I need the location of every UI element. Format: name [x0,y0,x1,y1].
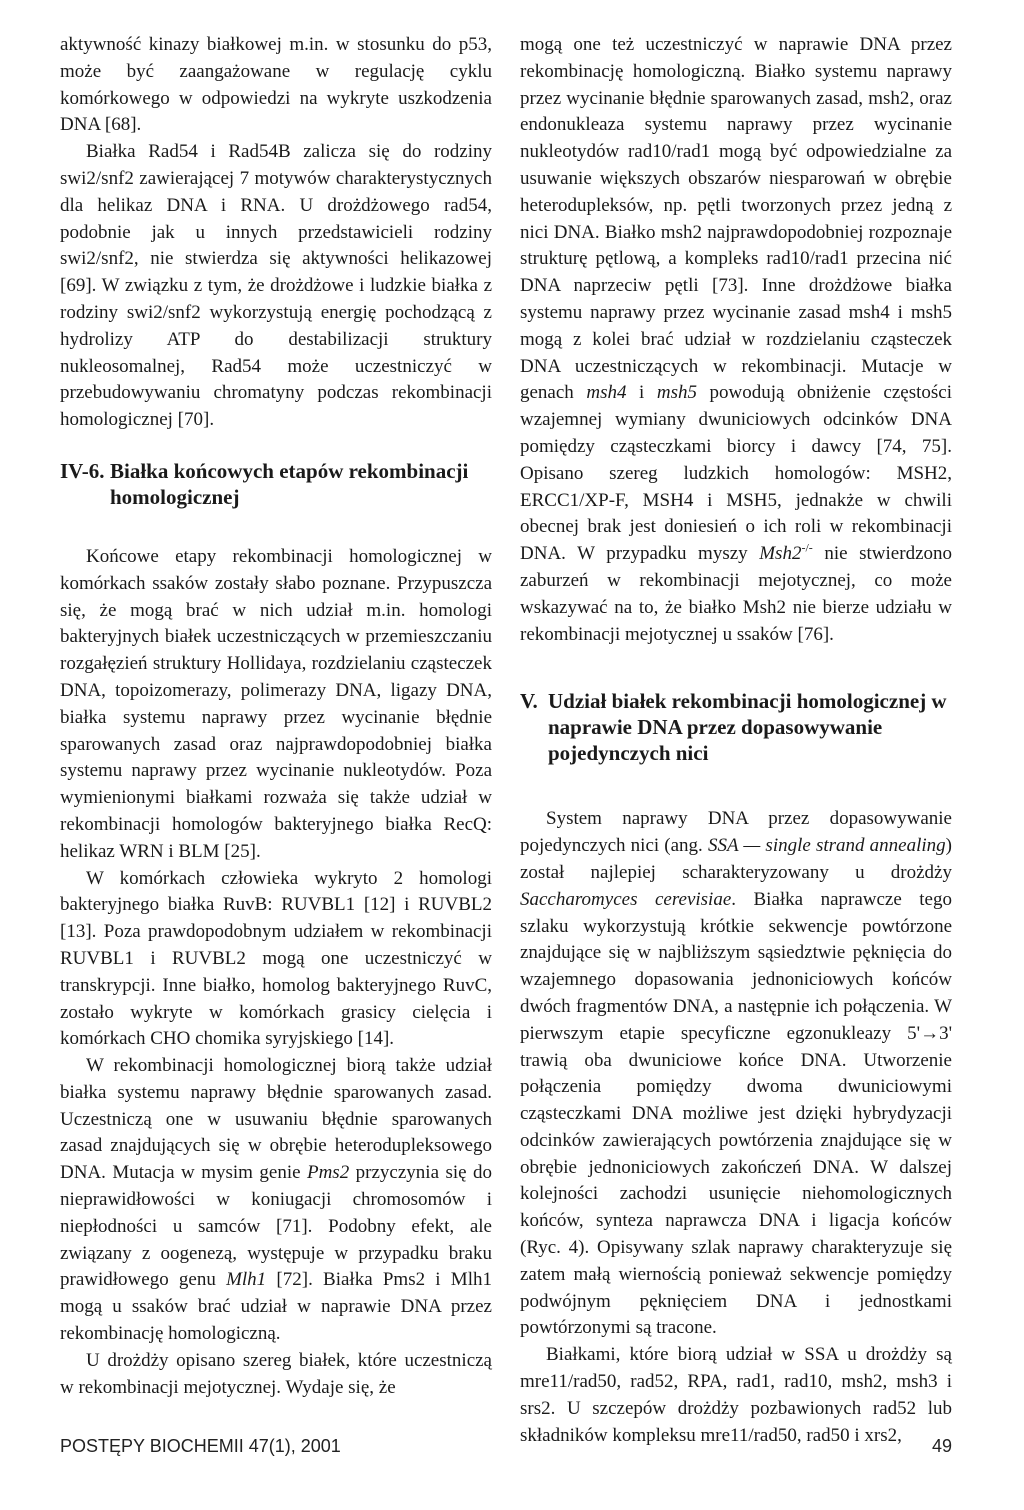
text-run: i [626,382,657,404]
paragraph: Białka Rad54 i Rad54B zalicza się do rodziny swi2/snf2 zawierającej 7 motywów charakterystycznych dla helikaz DNA i RNA. U drożdżowego rad54, podobnie jak u innych przedstawicieli rodziny swi2/snf2, nie stwierdza się aktywności helikazowej [69]. W związku z tym, że drożdżowe i ludzkie białka z rodziny swi2/snf2 wykorzystują energię pochodzącą z hydrolizy ATP do destabilizacji struktury nukleosomalnej, Rad54 może uczestniczyć w przebudowywaniu chromatyny podczas rekombinacji homologicznej [70]. [60,141,492,431]
paragraph: Białkami, które biorą udział w SSA u drożdży są mre11/rad50, rad52, RPA, rad1, rad10, msh2, msh3 i srs2. U szczepów drożdży pozbawionych rad52 lub składników kompleksu mre11/rad50, rad50 i xrs2, [520,1344,952,1446]
gene-name: msh5 [656,382,697,404]
section-title: Białka końcowych etapów rekombinacji homologicznej [110,458,469,509]
page-footer [60,1436,952,1457]
species-name: Saccharomyces cerevisiae [520,888,732,910]
text-run: nie stwierdzono zaburzeń w rekombinacji mejotycznej, co może wskazywać na to, że białko Msh2 nie bierze udziału w rekombinacji mejotycznej u ssaków [76]. [520,543,953,645]
text-run: [72]. Białka Pms2 i Mlh1 mogą u ssaków brać udział w naprawie DNA przez rekombinację homologiczną. [60,1269,492,1345]
text-run: powodują obniżenie częstości wzajemnej wymiany dwuniciowych odcinków DNA pomiędzy cząsteczkami biorcy i dawcy [74, 75]. Opisano szereg ludzkich homologów: MSH2, ERCC1/XP-F, MSH4 i MSH5, jednakże w chwili obecnej brak jest doniesień o ich roli w rekombinacji DNA. W przypadku myszy [520,382,952,565]
text-run: przyczynia się do nieprawidłowości w koniugacji chromosomów i niepłodności u samców [71]. Podobny efekt, ale związany z oogenezą, występuje w przypadku braku prawidłowego genu [60,1162,492,1291]
paragraph [520,32,952,648]
term: SSA — single strand annealing [707,835,946,857]
gene-name: msh4 [586,382,627,404]
paragraph [60,1053,492,1348]
gene-name: Msh2 [759,543,802,565]
gene-name: Pms2 [306,1162,350,1184]
page-number: 49 [931,1436,952,1456]
paragraph: Końcowe etapy rekombinacji homologicznej w komórkach ssaków zostały słabo poznane. Przypuszcza się, że mogą brać w nich udział m.in. homologi bakteryjnych białek uczestniczących w przemieszczaniu rozgałęzień struktury Hollidaya, rozdzielaniu cząsteczek DNA, topoizomerazy, polimerazy DNA, ligazy DNA, białka systemu naprawy przez wycinanie błędnie sparowanych zasad oraz najprawdopodobniej białka systemu naprawy przez wycinanie nukleotydów. Poza wymienionymi białkami rozważa się także udział w rekombinacji homologów bakteryjnego białka RecQ: helikaz WRN i BLM [25]. [60,545,492,862]
left-column [60,32,492,1401]
text-run: ) został najlepiej scharakteryzowany u drożdży [520,835,952,883]
text-run: mogą one też uczestniczyć w naprawie DNA przez rekombinację homologiczną. Białko systemu naprawy przez wycinanie błędnie sparowanych zasad, msh2, oraz endonukleaza systemu naprawy przez wycinanie nukleotydów rad10/rad1 mogą być odpowiedzialne za usuwanie większych obszarów niesparowań w obrębie heterodupleksów, np. pętli tworzonych przez jedną z nici DNA. Białko msh2 najprawdopodobniej rozpoznaje strukturę pętlową, a kompleks rad10/rad1 przecina nić DNA naprzeciw pętli [73]. Inne drożdżowe białka systemu naprawy przez wycinanie zasad msh4 i msh5 mogą z kolei brać udział w rozdzielaniu cząsteczek DNA uczestniczących w rekombinacji. Mutacje w genach [520,34,952,404]
paragraph: U drożdży opisano szereg białek, które uczestniczą w rekombinacji mejotycznej. Wydaje się, że [60,1349,492,1398]
right-column [520,32,952,1449]
paragraph [520,806,952,1342]
journal-citation: POSTĘPY BIOCHEMII 47(1), 2001 [60,1436,341,1456]
section-heading-iv-6 [60,458,492,510]
text-run: System naprawy DNA przez dopasowywanie pojedynczych nici (ang. [520,808,952,857]
section-heading-v [520,688,952,766]
text-run: W rekombinacji homologicznej biorą także udział białka systemu naprawy błędnie sparowanych zasad. Uczestniczą one w usuwaniu błędnie sparowanych zasad znajdujących się w obrębie heterodupleksowego DNA. Mutacja w mysim genie [60,1055,492,1184]
paragraph: W komórkach człowieka wykryto 2 homologi bakteryjnego białka RuvB: RUVBL1 [12] i RUVBL2 [13]. Poza prawdopodobnym udziałem w rekombinacji RUVBL1 i RUVBL2 mogą one uczestniczyć w transkrypcji. Inne białko, homolog bakteryjnego RuvC, zostało wykryte w komórkach grasicy cielęcia i komórkach CHO chomika syryjskiego [14]. [60,867,492,1050]
section-title: Udział białek rekombinacji homologicznej w naprawie DNA przez dopasowywanie pojedynczych nici [548,689,947,766]
paragraph: aktywność kinazy białkowej m.in. w stosunku do p53, może być zaangażowane w regulację cyklu komórkowego w odpowiedzi na wykryte uszkodzenia DNA [68]. [60,34,492,136]
text-run: . Białka naprawcze tego szlaku wykorzystują krótkie sekwencje powtórzone znajdujące się w najbliższym sąsiedztwie pęknięcia do wzajemnego dopasowania jednoniciowych końców dwóch fragmentów DNA, a następnie ich połączenia. W pierwszym etapie specyficzne egzonukleazy 5'→3' trawią oba dwuniciowe końce DNA. Utworzenie połączenia pomiędzy dwoma dwuniciowymi cząsteczkami DNA możliwe jest dzięki hybrydyzacji odcinków zawierających powtórzenia znajdujące się w obrębie jednoniciowych zakończeń DNA. W dalszej kolejności zachodzi usunięcie niehomologicznych końców, synteza naprawcza DNA i ligacja końców (Ryc. 4). Opisywany szlak naprawy charakteryzuje się zatem małą wiernością ponieważ sekwencje pomiędzy podwójnym pęknięciem DNA i jednostkami powtórzonymi są tracone. [520,888,952,1339]
superscript: -/- [801,540,813,555]
section-number: IV-6. [60,458,105,483]
section-number: V. [520,689,538,714]
gene-name: Mlh1 [226,1269,267,1291]
